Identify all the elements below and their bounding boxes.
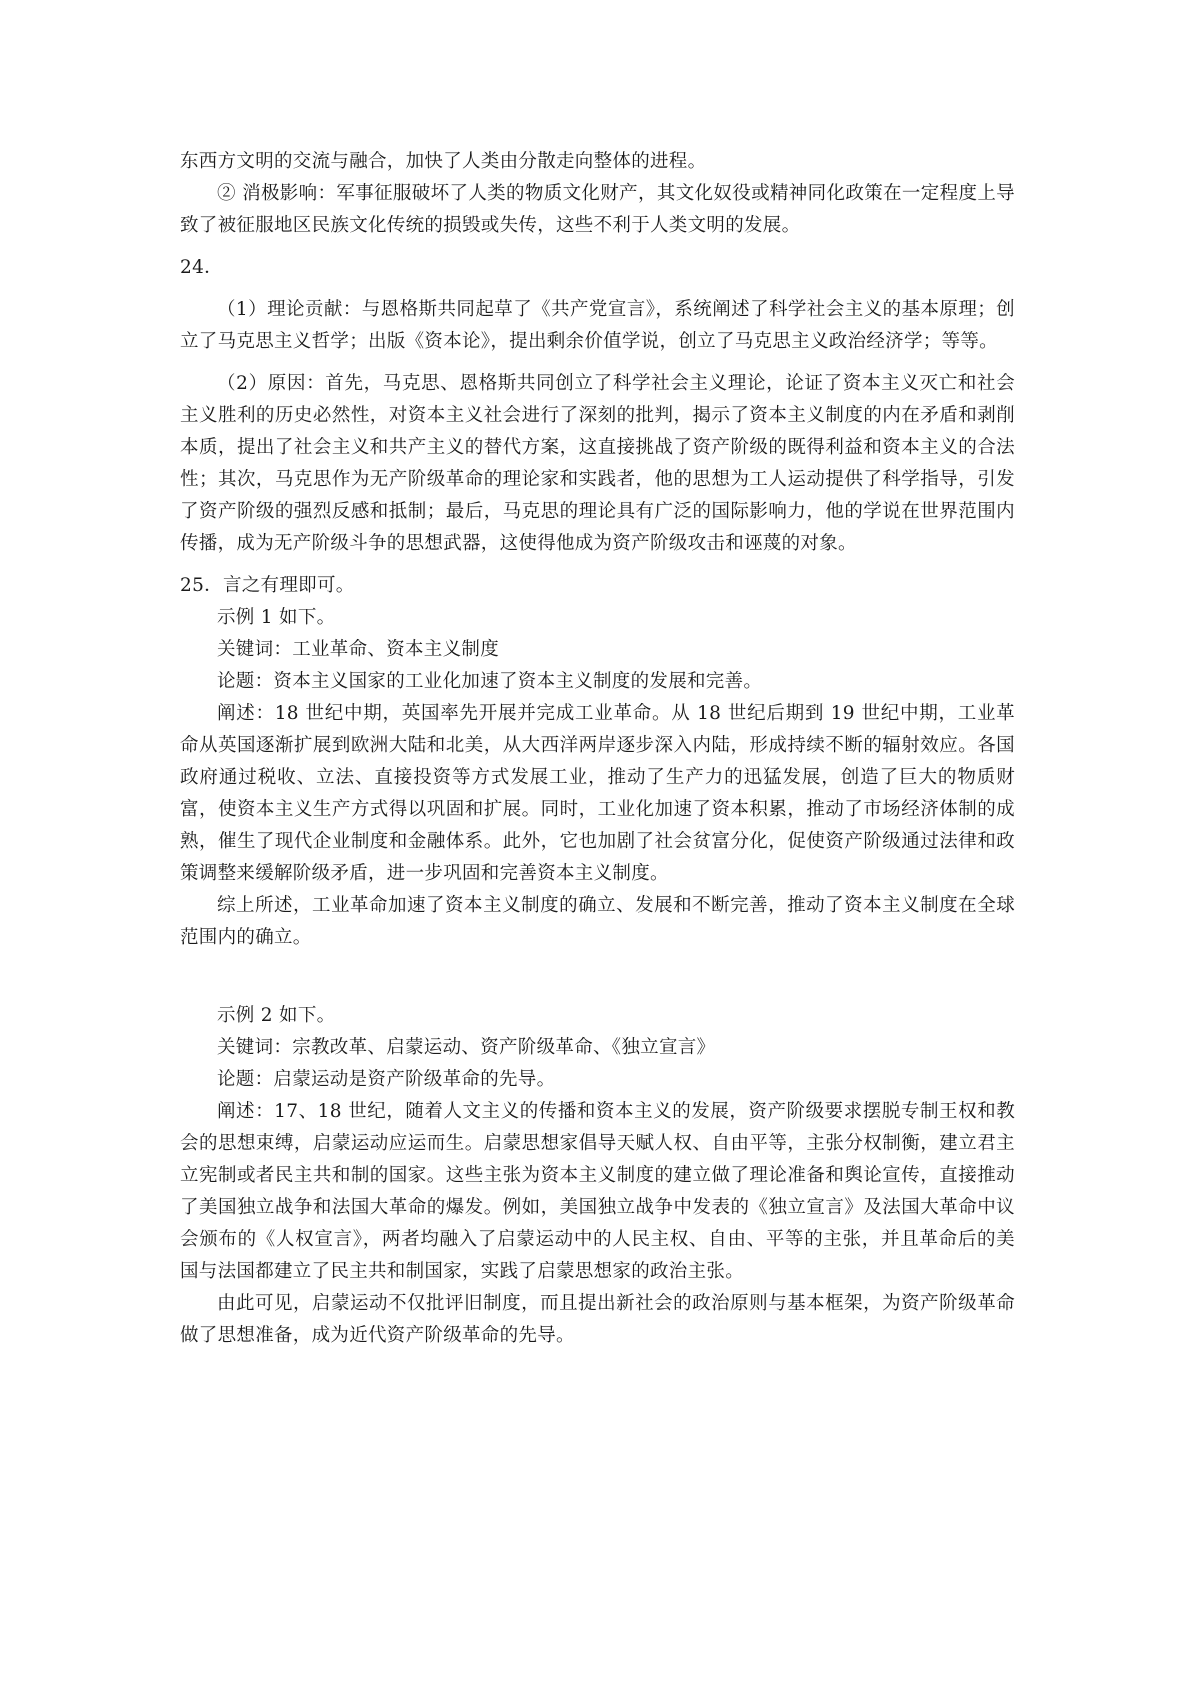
paragraph-east-west-exchange: 东西方文明的交流与融合，加快了人类由分散走向整体的进程。 [180,151,707,172]
question-24-number: 24． [180,257,223,278]
example-1-thesis: 论题：资本主义国家的工业化加速了资本主义制度的发展和完善。 [217,671,763,692]
example-2-keywords: 关键词：宗教改革、启蒙运动、资产阶级革命、《独立宣言》 [217,1037,716,1058]
paragraph-24-reasons: （2）原因：首先，马克思、恩格斯共同创立了科学社会主义理论，论证了资本主义灭亡和社会主义胜利的历史必然性，对资本主义社会进行了深刻的批判，揭示了资本主义制度的内在矛盾和剥削本质，提出了社会主义和共产主义的替代方案，这直接挑战了资产阶级的既得利益和资本主义的合法性；其次，马克思作为无产阶级革命的理论家和实践者，他的思想为工人运动提供了科学指导，引发了资产阶级的强烈反感和抵制；最后，马克思的理论具有广泛的国际影响力，他的学说在世界范围内传播，成为无产阶级斗争的思想武器，这使得他成为资产阶级攻击和诬蔑的对象。 [180,373,1015,554]
example-1-conclusion: 综上所述，工业革命加速了资本主义制度的确立、发展和不断完善，推动了资本主义制度在全球范围内的确立。 [180,895,1015,948]
document-body [180,146,1015,1352]
example-1-heading: 示例 1 如下。 [217,607,336,628]
example-1-keywords: 关键词：工业革命、资本主义制度 [217,639,500,660]
example-2-thesis: 论题：启蒙运动是资产阶级革命的先导。 [217,1069,556,1090]
question-25-heading: 25．言之有理即可。 [180,575,355,596]
example-2-heading: 示例 2 如下。 [217,1005,336,1026]
paragraph-24-theory-contribution: （1）理论贡献：与恩格斯共同起草了《共产党宣言》，系统阐述了科学社会主义的基本原理；创立了马克思主义哲学；出版《资本论》，提出剩余价值学说，创立了马克思主义政治经济学；等等。 [180,299,1015,352]
example-1-elaboration: 阐述：18 世纪中期，英国率先开展并完成工业革命。从 18 世纪后期到 19 世纪中期，工业革命从英国逐渐扩展到欧洲大陆和北美，从大西洋两岸逐步深入内陆，形成持续不断的辐射效应。各国政府通过税收、立法、直接投资等方式发展工业，推动了生产力的迅猛发展，创造了巨大的物质财富，使资本主义生产方式得以巩固和扩展。同时，工业化加速了资本积累，推动了市场经济体制的成熟，催生了现代企业制度和金融体系。此外，它也加剧了社会贫富分化，促使资产阶级通过法律和政策调整来缓解阶级矛盾，进一步巩固和完善资本主义制度。 [180,703,1015,884]
example-2-elaboration: 阐述：17、18 世纪，随着人文主义的传播和资本主义的发展，资产阶级要求摆脱专制王权和教会的思想束缚，启蒙运动应运而生。启蒙思想家倡导天赋人权、自由平等，主张分权制衡，建立君主立宪制或者民主共和制的国家。这些主张为资本主义制度的建立做了理论准备和舆论宣传，直接推动了美国独立战争和法国大革命的爆发。例如，美国独立战争中发表的《独立宣言》及法国大革命中议会颁布的《人权宣言》，两者均融入了启蒙运动中的人民主权、自由、平等的主张，并且革命后的美国与法国都建立了民主共和制国家，实践了启蒙思想家的政治主张。 [180,1101,1015,1282]
example-2-conclusion: 由此可见，启蒙运动不仅批评旧制度，而且提出新社会的政治原则与基本框架，为资产阶级革命做了思想准备，成为近代资产阶级革命的先导。 [180,1293,1015,1346]
paragraph-negative-impact: ② 消极影响：军事征服破坏了人类的物质文化财产，其文化奴役或精神同化政策在一定程度上导致了被征服地区民族文化传统的损毁或失传，这些不利于人类文明的发展。 [180,183,1015,236]
